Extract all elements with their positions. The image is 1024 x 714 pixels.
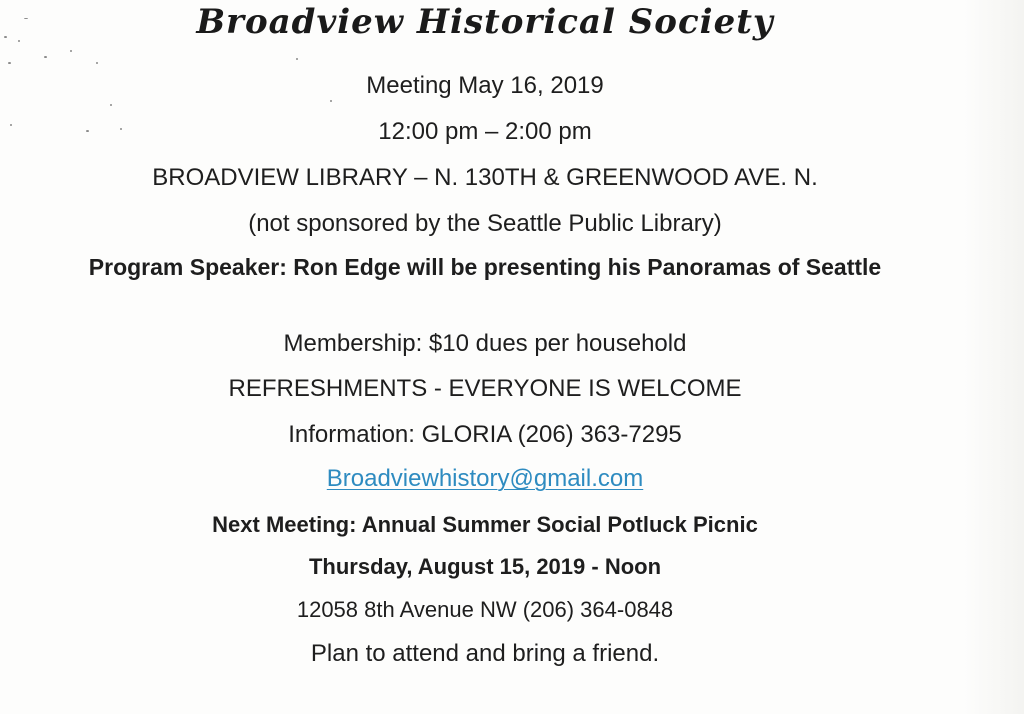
refreshments-note: REFRESHMENTS - EVERYONE IS WELCOME xyxy=(228,375,742,402)
meeting-date: Meeting May 16, 2019 xyxy=(366,72,604,99)
scan-shadow xyxy=(964,0,1024,714)
closing-note: Plan to attend and bring a friend. xyxy=(310,640,660,667)
next-meeting-address: 12058 8th Avenue NW (206) 364-0848 xyxy=(296,597,674,622)
next-meeting-date: Thursday, August 15, 2019 - Noon xyxy=(308,554,662,579)
next-meeting: Next Meeting: Annual Summer Social Potluck Picnic xyxy=(212,512,758,537)
contact-info: Information: GLORIA (206) 363-7295 xyxy=(288,421,682,448)
meeting-location: BROADVIEW LIBRARY – N. 130TH & GREENWOOD AVE. N. xyxy=(152,164,818,191)
meeting-time: 12:00 pm – 2:00 pm xyxy=(378,118,592,145)
email-link[interactable]: Broadviewhistory@gmail.com xyxy=(326,465,644,492)
page-title: Broadview Historical Society xyxy=(196,2,774,42)
membership-info: Membership: $10 dues per household xyxy=(283,330,687,357)
program-speaker: Program Speaker: Ron Edge will be presenting his Panoramas of Seattle xyxy=(88,254,882,280)
sponsor-note: (not sponsored by the Seattle Public Library) xyxy=(248,210,722,237)
